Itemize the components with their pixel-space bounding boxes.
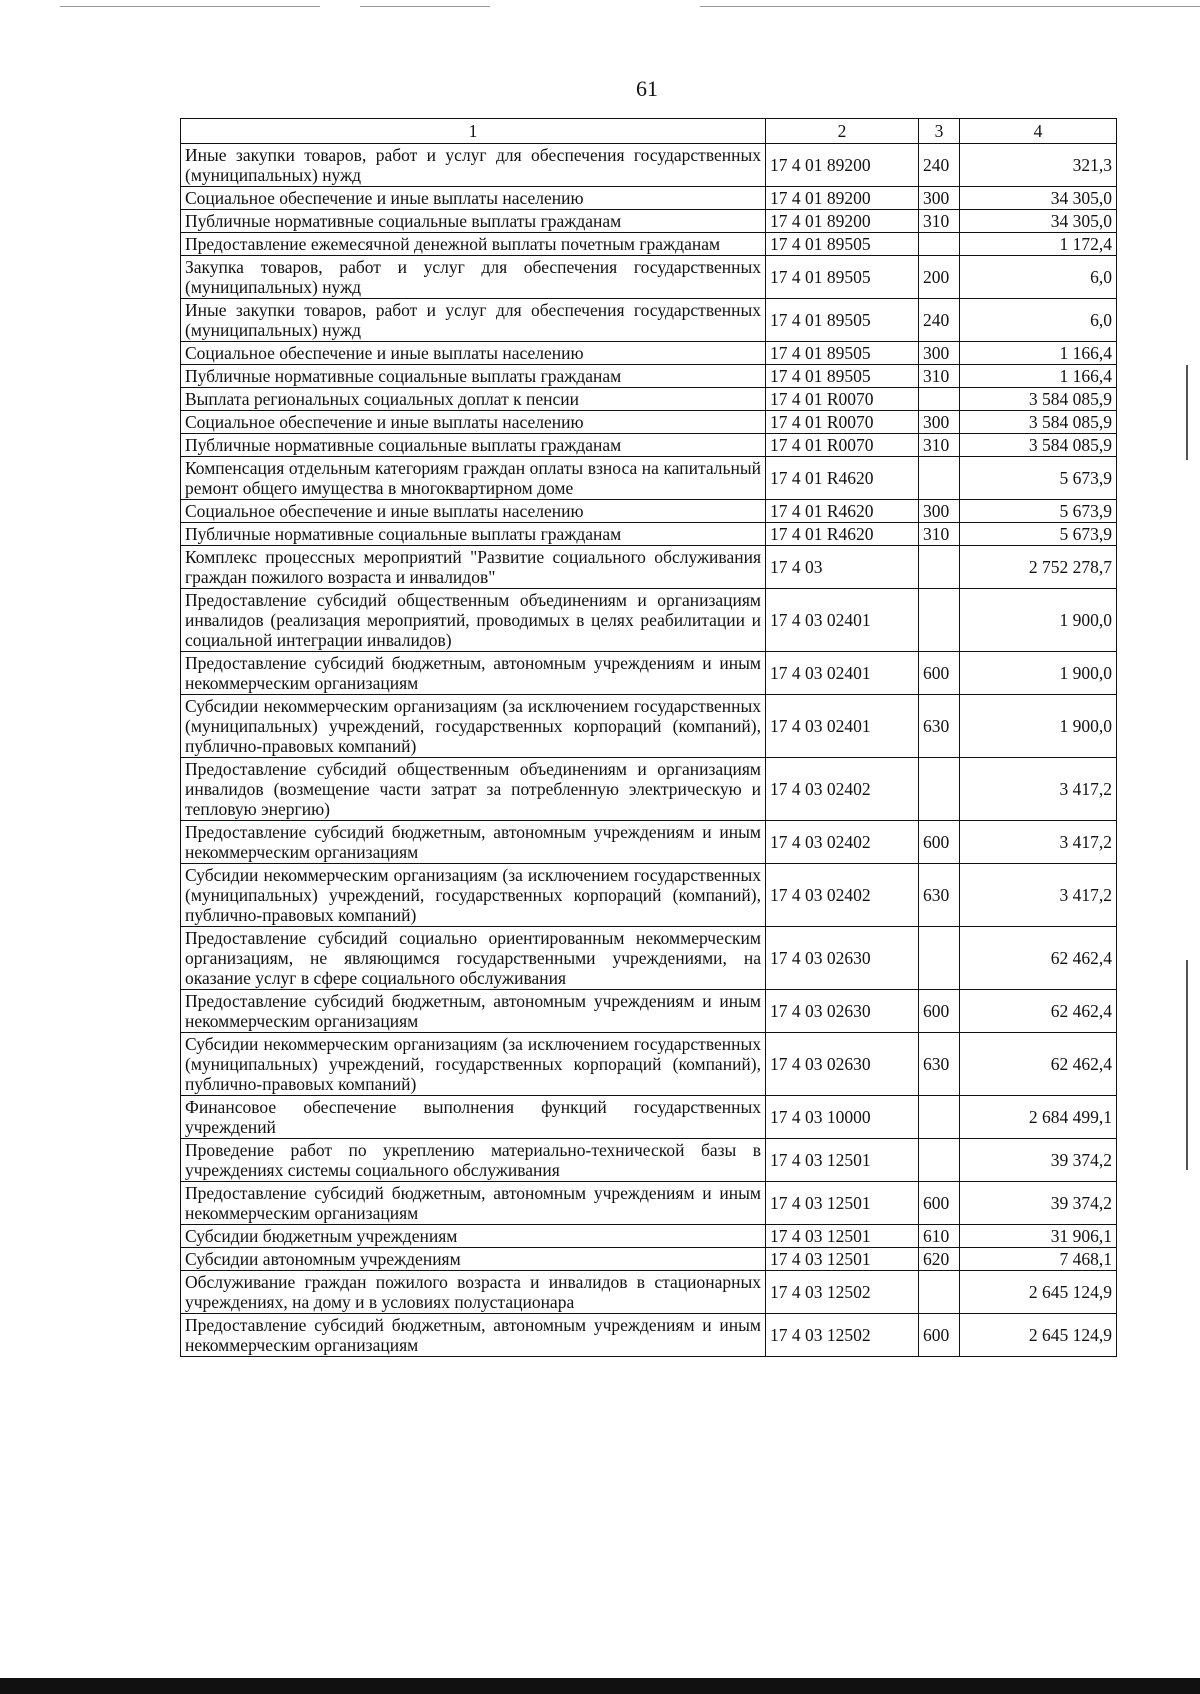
row-amount-cell: 31 906,1 — [960, 1225, 1117, 1248]
table-row — [181, 388, 1117, 411]
row-name-cell: Субсидии некоммерческим организациям (за исключением государственных (муниципальных) учреждений, государственных корпораций (компаний), публично-правовых компаний) — [181, 695, 766, 758]
table-row — [181, 434, 1117, 457]
row-code-cell: 17 4 03 12501 — [766, 1225, 919, 1248]
row-amount-cell: 1 166,4 — [960, 365, 1117, 388]
row-amount-cell: 5 673,9 — [960, 457, 1117, 500]
table-row — [181, 990, 1117, 1033]
row-amount-cell: 7 468,1 — [960, 1248, 1117, 1271]
row-amount-cell: 5 673,9 — [960, 523, 1117, 546]
table-row — [181, 927, 1117, 990]
header-cell-vr: 3 — [919, 119, 960, 144]
row-name-cell: Финансовое обеспечение выполнения функций государственных учреждений — [181, 1096, 766, 1139]
row-name-cell: Социальное обеспечение и иные выплаты населению — [181, 187, 766, 210]
row-vr-cell — [919, 589, 960, 652]
row-vr-cell: 310 — [919, 523, 960, 546]
row-code-cell: 17 4 03 12501 — [766, 1248, 919, 1271]
table-row — [181, 411, 1117, 434]
row-code-cell: 17 4 03 02402 — [766, 821, 919, 864]
row-code-cell: 17 4 03 12502 — [766, 1314, 919, 1357]
row-code-cell: 17 4 03 02401 — [766, 589, 919, 652]
row-name-cell: Обслуживание граждан пожилого возраста и инвалидов в стационарных учреждениях, на дому и в условиях полустационара — [181, 1271, 766, 1314]
row-code-cell: 17 4 01 89200 — [766, 187, 919, 210]
table-row — [181, 500, 1117, 523]
row-vr-cell: 200 — [919, 256, 960, 299]
row-amount-cell: 3 584 085,9 — [960, 411, 1117, 434]
row-code-cell: 17 4 03 12502 — [766, 1271, 919, 1314]
row-name-cell: Субсидии некоммерческим организациям (за исключением государственных (муниципальных) учреждений, государственных корпораций (компаний), публично-правовых компаний) — [181, 864, 766, 927]
table-row — [181, 589, 1117, 652]
row-amount-cell: 2 684 499,1 — [960, 1096, 1117, 1139]
row-name-cell: Субсидии бюджетным учреждениям — [181, 1225, 766, 1248]
table-row — [181, 1096, 1117, 1139]
table-row — [181, 187, 1117, 210]
row-code-cell: 17 4 01 R4620 — [766, 457, 919, 500]
table-row — [181, 652, 1117, 695]
page-number: 61 — [636, 76, 658, 101]
row-vr-cell: 610 — [919, 1225, 960, 1248]
row-amount-cell: 1 900,0 — [960, 695, 1117, 758]
row-code-cell: 17 4 01 89505 — [766, 256, 919, 299]
table-row — [181, 1271, 1117, 1314]
row-amount-cell: 3 417,2 — [960, 821, 1117, 864]
row-name-cell: Социальное обеспечение и иные выплаты населению — [181, 500, 766, 523]
row-amount-cell: 1 172,4 — [960, 233, 1117, 256]
row-amount-cell: 3 417,2 — [960, 864, 1117, 927]
row-name-cell: Комплекс процессных мероприятий "Развитие социального обслуживания граждан пожилого возраста и инвалидов" — [181, 546, 766, 589]
row-vr-cell — [919, 546, 960, 589]
row-vr-cell: 600 — [919, 990, 960, 1033]
table-row — [181, 299, 1117, 342]
table-row — [181, 342, 1117, 365]
row-code-cell: 17 4 01 89505 — [766, 365, 919, 388]
row-vr-cell: 240 — [919, 144, 960, 187]
scan-bottom-bar — [0, 1678, 1200, 1694]
table-row — [181, 1225, 1117, 1248]
row-amount-cell: 1 900,0 — [960, 589, 1117, 652]
row-name-cell: Предоставление субсидий бюджетным, автономным учреждениям и иным некоммерческим организациям — [181, 1314, 766, 1357]
row-vr-cell: 600 — [919, 1182, 960, 1225]
row-name-cell: Иные закупки товаров, работ и услуг для обеспечения государственных (муниципальных) нужд — [181, 299, 766, 342]
row-amount-cell: 62 462,4 — [960, 927, 1117, 990]
row-amount-cell: 62 462,4 — [960, 1033, 1117, 1096]
row-name-cell: Публичные нормативные социальные выплаты гражданам — [181, 523, 766, 546]
row-vr-cell — [919, 758, 960, 821]
row-name-cell: Компенсация отдельным категориям граждан оплаты взноса на капитальный ремонт общего имущества в многоквартирном доме — [181, 457, 766, 500]
table-row — [181, 864, 1117, 927]
row-vr-cell: 310 — [919, 210, 960, 233]
row-vr-cell: 600 — [919, 1314, 960, 1357]
scan-edge-mark — [1186, 365, 1188, 460]
row-code-cell: 17 4 03 02630 — [766, 1033, 919, 1096]
scan-edge-mark — [1186, 960, 1188, 1170]
row-code-cell: 17 4 03 12501 — [766, 1182, 919, 1225]
table-row — [181, 365, 1117, 388]
row-amount-cell: 6,0 — [960, 256, 1117, 299]
row-name-cell: Предоставление ежемесячной денежной выплаты почетным гражданам — [181, 233, 766, 256]
table-row — [181, 1314, 1117, 1357]
row-code-cell: 17 4 03 02402 — [766, 758, 919, 821]
row-vr-cell: 600 — [919, 821, 960, 864]
row-code-cell: 17 4 01 89505 — [766, 233, 919, 256]
table-row — [181, 821, 1117, 864]
row-amount-cell: 3 417,2 — [960, 758, 1117, 821]
row-name-cell: Предоставление субсидий бюджетным, автономным учреждениям и иным некоммерческим организациям — [181, 821, 766, 864]
row-vr-cell: 310 — [919, 365, 960, 388]
row-amount-cell: 2 645 124,9 — [960, 1271, 1117, 1314]
row-name-cell: Предоставление субсидий бюджетным, автономным учреждениям и иным некоммерческим организациям — [181, 990, 766, 1033]
row-name-cell: Выплата региональных социальных доплат к пенсии — [181, 388, 766, 411]
row-amount-cell: 3 584 085,9 — [960, 388, 1117, 411]
header-row — [181, 119, 1117, 144]
row-vr-cell: 310 — [919, 434, 960, 457]
row-name-cell: Социальное обеспечение и иные выплаты населению — [181, 342, 766, 365]
row-vr-cell — [919, 457, 960, 500]
scan-top-line — [60, 6, 320, 7]
row-name-cell: Публичные нормативные социальные выплаты гражданам — [181, 365, 766, 388]
table-row — [181, 210, 1117, 233]
row-code-cell: 17 4 03 12501 — [766, 1139, 919, 1182]
scan-top-line — [360, 6, 490, 7]
row-vr-cell — [919, 927, 960, 990]
row-amount-cell: 2 645 124,9 — [960, 1314, 1117, 1357]
row-vr-cell: 600 — [919, 652, 960, 695]
row-name-cell: Предоставление субсидий социально ориентированным некоммерческим организациям, не являющимся государственными учреждениями, на оказание услуг в сфере социального обслуживания — [181, 927, 766, 990]
row-amount-cell: 2 752 278,7 — [960, 546, 1117, 589]
row-code-cell: 17 4 01 89200 — [766, 210, 919, 233]
row-code-cell: 17 4 01 R0070 — [766, 411, 919, 434]
table-body — [181, 144, 1117, 1357]
row-code-cell: 17 4 03 02401 — [766, 695, 919, 758]
table-row — [181, 233, 1117, 256]
row-code-cell: 17 4 03 02402 — [766, 864, 919, 927]
table-row — [181, 758, 1117, 821]
row-name-cell: Публичные нормативные социальные выплаты гражданам — [181, 434, 766, 457]
row-vr-cell — [919, 1139, 960, 1182]
row-amount-cell: 6,0 — [960, 299, 1117, 342]
row-code-cell: 17 4 01 R0070 — [766, 388, 919, 411]
row-vr-cell: 630 — [919, 695, 960, 758]
table-row — [181, 256, 1117, 299]
row-amount-cell: 34 305,0 — [960, 210, 1117, 233]
row-vr-cell — [919, 1271, 960, 1314]
budget-table — [180, 118, 1117, 1357]
table-row — [181, 546, 1117, 589]
row-code-cell: 17 4 01 89200 — [766, 144, 919, 187]
row-vr-cell: 630 — [919, 864, 960, 927]
table-row — [181, 1033, 1117, 1096]
table-row — [181, 1182, 1117, 1225]
row-code-cell: 17 4 01 89505 — [766, 299, 919, 342]
table-row — [181, 144, 1117, 187]
row-amount-cell: 5 673,9 — [960, 500, 1117, 523]
table-row — [181, 695, 1117, 758]
row-code-cell: 17 4 01 R0070 — [766, 434, 919, 457]
row-code-cell: 17 4 01 R4620 — [766, 500, 919, 523]
header-cell-name: 1 — [181, 119, 766, 144]
row-name-cell: Субсидии некоммерческим организациям (за исключением государственных (муниципальных) учреждений, государственных корпораций (компаний), публично-правовых компаний) — [181, 1033, 766, 1096]
row-name-cell: Иные закупки товаров, работ и услуг для обеспечения государственных (муниципальных) нужд — [181, 144, 766, 187]
row-code-cell: 17 4 01 R4620 — [766, 523, 919, 546]
row-vr-cell: 300 — [919, 500, 960, 523]
row-code-cell: 17 4 03 02630 — [766, 927, 919, 990]
row-amount-cell: 39 374,2 — [960, 1139, 1117, 1182]
row-name-cell: Предоставление субсидий бюджетным, автономным учреждениям и иным некоммерческим организациям — [181, 652, 766, 695]
row-name-cell: Предоставление субсидий общественным объединениям и организациям инвалидов (реализация мероприятий, проводимых в целях реабилитации и социальной интеграции инвалидов) — [181, 589, 766, 652]
row-vr-cell: 620 — [919, 1248, 960, 1271]
row-vr-cell: 300 — [919, 411, 960, 434]
row-amount-cell: 1 900,0 — [960, 652, 1117, 695]
row-amount-cell: 39 374,2 — [960, 1182, 1117, 1225]
header-cell-amount: 4 — [960, 119, 1117, 144]
row-code-cell: 17 4 03 02630 — [766, 990, 919, 1033]
table-row — [181, 1139, 1117, 1182]
row-vr-cell: 300 — [919, 187, 960, 210]
row-name-cell: Проведение работ по укреплению материально-технической базы в учреждениях системы социального обслуживания — [181, 1139, 766, 1182]
row-vr-cell: 240 — [919, 299, 960, 342]
table-row — [181, 523, 1117, 546]
row-name-cell: Закупка товаров, работ и услуг для обеспечения государственных (муниципальных) нужд — [181, 256, 766, 299]
header-cell-code: 2 — [766, 119, 919, 144]
row-vr-cell — [919, 233, 960, 256]
row-name-cell: Предоставление субсидий бюджетным, автономным учреждениям и иным некоммерческим организациям — [181, 1182, 766, 1225]
row-name-cell: Публичные нормативные социальные выплаты гражданам — [181, 210, 766, 233]
scan-top-line — [700, 6, 1200, 7]
row-vr-cell — [919, 388, 960, 411]
row-amount-cell: 321,3 — [960, 144, 1117, 187]
row-name-cell: Социальное обеспечение и иные выплаты населению — [181, 411, 766, 434]
row-code-cell: 17 4 01 89505 — [766, 342, 919, 365]
row-code-cell: 17 4 03 10000 — [766, 1096, 919, 1139]
row-name-cell: Предоставление субсидий общественным объединениям и организациям инвалидов (возмещение части затрат за потребленную электрическую и тепловую энергию) — [181, 758, 766, 821]
row-vr-cell: 630 — [919, 1033, 960, 1096]
row-code-cell: 17 4 03 02401 — [766, 652, 919, 695]
row-amount-cell: 3 584 085,9 — [960, 434, 1117, 457]
row-amount-cell: 62 462,4 — [960, 990, 1117, 1033]
row-amount-cell: 1 166,4 — [960, 342, 1117, 365]
row-vr-cell — [919, 1096, 960, 1139]
row-vr-cell: 300 — [919, 342, 960, 365]
row-amount-cell: 34 305,0 — [960, 187, 1117, 210]
table-row — [181, 457, 1117, 500]
row-code-cell: 17 4 03 — [766, 546, 919, 589]
table-row — [181, 1248, 1117, 1271]
row-name-cell: Субсидии автономным учреждениям — [181, 1248, 766, 1271]
